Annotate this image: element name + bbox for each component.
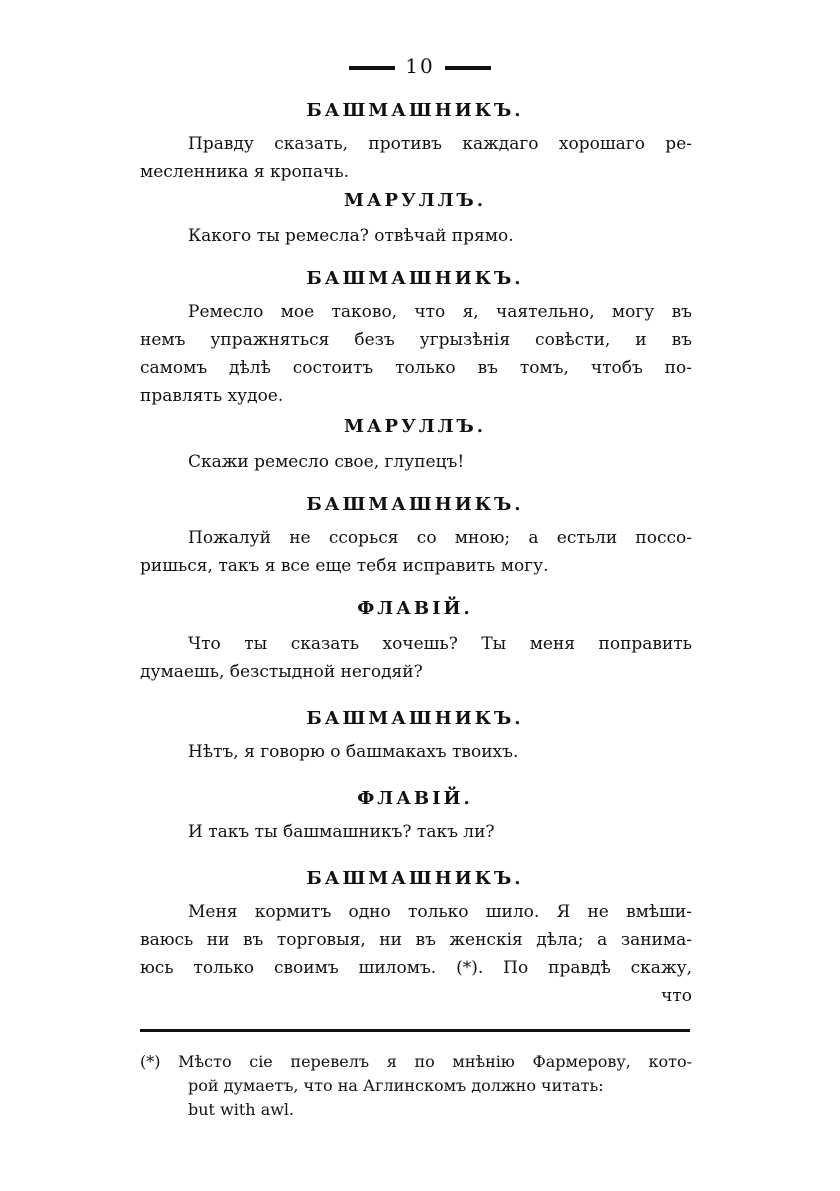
page-number-dash-left bbox=[349, 66, 395, 70]
speaker-heading: МАРУЛЛЪ. bbox=[343, 416, 487, 437]
page-number-value: 10 bbox=[405, 54, 435, 78]
dialogue-line: И такъ ты башмашникъ? такъ ли? bbox=[188, 822, 495, 842]
dialogue-line: Какого ты ремесла? отвѣчай прямо. bbox=[188, 226, 514, 246]
speaker-heading: БАШМАШНИКЪ. bbox=[306, 100, 524, 121]
speaker-heading: ФЛАВІЙ. bbox=[357, 788, 473, 809]
dialogue-line: юсь только своимъ шиломъ. (*). По правдѣ скажу, bbox=[140, 958, 692, 978]
speaker-heading: БАШМАШНИКЪ. bbox=[306, 494, 524, 515]
dialogue-line: Правду сказать, противъ каждаго хорошаго ре- bbox=[188, 134, 692, 154]
dialogue-line: Пожалуй не ссорься со мною; а естьли поссо- bbox=[188, 528, 692, 548]
footnote-line: but with awl. bbox=[188, 1100, 295, 1119]
speaker-heading: ФЛАВІЙ. bbox=[357, 598, 473, 619]
dialogue-line: Нѣтъ, я говорю о башмакахъ твоихъ. bbox=[188, 742, 519, 762]
speaker-heading: БАШМАШНИКЪ. bbox=[306, 268, 524, 289]
dialogue-line: правлять худое. bbox=[140, 386, 284, 406]
dialogue-line: Что ты сказать хочешь? Ты меня поправить bbox=[188, 634, 692, 654]
dialogue-line: Скажи ремесло свое, глупецъ! bbox=[188, 452, 465, 472]
footnote-divider bbox=[140, 1029, 690, 1032]
dialogue-line: Ремесло мое таково, что я, чаятельно, могу въ bbox=[188, 302, 692, 322]
footnote-line: (*) Мѣсто сіе перевелъ я по мнѣнію Фармерову, кото- bbox=[140, 1052, 692, 1071]
page-number bbox=[0, 54, 840, 78]
dialogue-line: самомъ дѣлѣ состоитъ только въ томъ, чтобъ по- bbox=[140, 358, 692, 378]
dialogue-line: думаешь, безстыдной негодяй? bbox=[140, 662, 423, 682]
page-number-dash-right bbox=[445, 66, 491, 70]
catchword: что bbox=[661, 986, 692, 1006]
speaker-heading: БАШМАШНИКЪ. bbox=[306, 868, 524, 889]
dialogue-line: ваюсь ни въ торговыя, ни въ женскія дѣла; а занима- bbox=[140, 930, 692, 950]
footnote-line: рой думаетъ, что на Аглинскомъ должно читать: bbox=[188, 1076, 604, 1095]
dialogue-line: Меня кормитъ одно только шило. Я не вмѣши- bbox=[188, 902, 692, 922]
speaker-heading: БАШМАШНИКЪ. bbox=[306, 708, 524, 729]
dialogue-line: немъ упражняться безъ угрызѣнія совѣсти, и въ bbox=[140, 330, 692, 350]
speaker-heading: МАРУЛЛЪ. bbox=[343, 190, 487, 211]
dialogue-line: месленника я кропачь. bbox=[140, 162, 350, 182]
dialogue-line: ришься, такъ я все еще тебя исправить могу. bbox=[140, 556, 549, 576]
